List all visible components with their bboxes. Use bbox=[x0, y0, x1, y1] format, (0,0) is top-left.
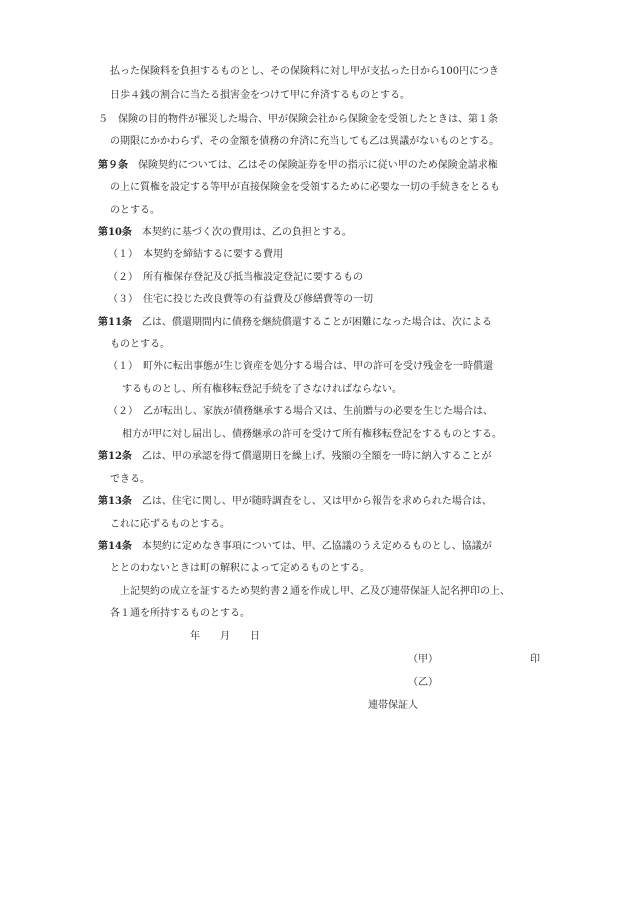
clause10-item2: （２） 所有権保存登記及び抵当権設定登記に要するもの bbox=[108, 272, 363, 283]
clause11-line2: ものとする。 bbox=[110, 339, 170, 350]
guarantor-label: 連帯保証人 bbox=[368, 700, 418, 711]
clause12-heading: 第12条 bbox=[98, 451, 132, 462]
clause11-item2-line2: 相方が甲に対し届出し、債務継承の許可を受けて所有権移転登記をするものとする。 bbox=[122, 429, 502, 440]
seal-mark: 印 bbox=[530, 654, 540, 665]
clause13-line2: これに応ずるものとする。 bbox=[110, 519, 230, 530]
clause11-line1 bbox=[98, 313, 492, 333]
clause12-line2: できる。 bbox=[110, 474, 150, 485]
clause14-heading: 第14条 bbox=[98, 541, 132, 552]
clause8-paragraph5-line1: ５ 保険の目的物件が罹災した場合、甲が保険会社から保険金を受領したときは、第１条 bbox=[98, 114, 498, 125]
clause11-item1-line1: （１） 町外に転出事態が生じ資産を処分する場合は、甲の許可を受け残金を一時償還 bbox=[108, 361, 493, 372]
clause10-text1: 本契約に基づく次の費用は、乙の負担とする。 bbox=[131, 227, 352, 238]
clause11-item2-line1: （２） 乙が転出し、家族が債務継承する場合又は、生前贈与の必要を生じた場合は、 bbox=[108, 406, 493, 417]
clause10-line1 bbox=[98, 223, 352, 243]
clause12-text1: 乙は、甲の承認を得て償還期日を繰上げ、残額の全額を一時に納入することが bbox=[131, 451, 492, 462]
clause10-item3: （３） 住宅に投じた改良費等の有益費及び修繕費等の一切 bbox=[108, 294, 373, 305]
clause13-line1 bbox=[98, 492, 492, 512]
clause14-line1 bbox=[98, 537, 492, 557]
clause11-text1: 乙は、償還期間内に債務を継続償還することが困難になった場合は、次による bbox=[131, 317, 492, 328]
clause13-heading: 第13条 bbox=[98, 496, 132, 507]
clause8-continuation-line2: 日歩４銭の割合に当たる損害金をつけて甲に弁済するものとする。 bbox=[110, 90, 410, 101]
date-line: 年 月 日 bbox=[190, 631, 260, 642]
clause10-heading: 第10条 bbox=[98, 227, 132, 238]
clause13-text1: 乙は、住宅に関し、甲が随時調査をし、又は甲から報告を求められた場合は、 bbox=[131, 496, 492, 507]
clause8-continuation-line1: 払った保険料を負担するものとし、その保険料に対し甲が支払った日から100円につき bbox=[110, 66, 499, 77]
closing-line1: 上記契約の成立を証するため契約書２通を作成し甲、乙及び連帯保証人記名押印の上、 bbox=[120, 586, 510, 597]
clause14-text1: 本契約に定めなき事項については、甲、乙協議のうえ定めるものとし、協議が bbox=[131, 541, 492, 552]
clause14-line2: ととのわないときは町の解釈によって定めるものとする。 bbox=[110, 563, 370, 574]
clause11-heading: 第11条 bbox=[98, 317, 132, 328]
clause9-line3: のとする。 bbox=[110, 205, 160, 216]
party-b-label: （乙） bbox=[408, 677, 438, 688]
clause11-item1-line2: するものとし、所有権移転登記手続を了さなければならない。 bbox=[122, 384, 402, 395]
clause10-item1: （１） 本契約を締結するに要する費用 bbox=[108, 249, 283, 260]
clause9-line1 bbox=[98, 156, 498, 176]
clause12-line1 bbox=[98, 447, 492, 467]
clause9-heading: 第９条 bbox=[98, 160, 128, 171]
clause9-text1: 保険契約については、乙はその保険証券を甲の指示に従い甲のため保険金請求権 bbox=[128, 160, 498, 171]
clause9-line2: の上に質権を設定する等甲が直接保険金を受領するために必要な一切の手続きをとるも bbox=[110, 182, 500, 193]
clause8-paragraph5-line2: の期限にかかわらず、その金額を債務の弁済に充当しても乙は異議がないものとする。 bbox=[110, 136, 500, 147]
party-a-label: （甲） bbox=[408, 654, 438, 665]
closing-line2: 各１通を所持するものとする。 bbox=[110, 608, 250, 619]
